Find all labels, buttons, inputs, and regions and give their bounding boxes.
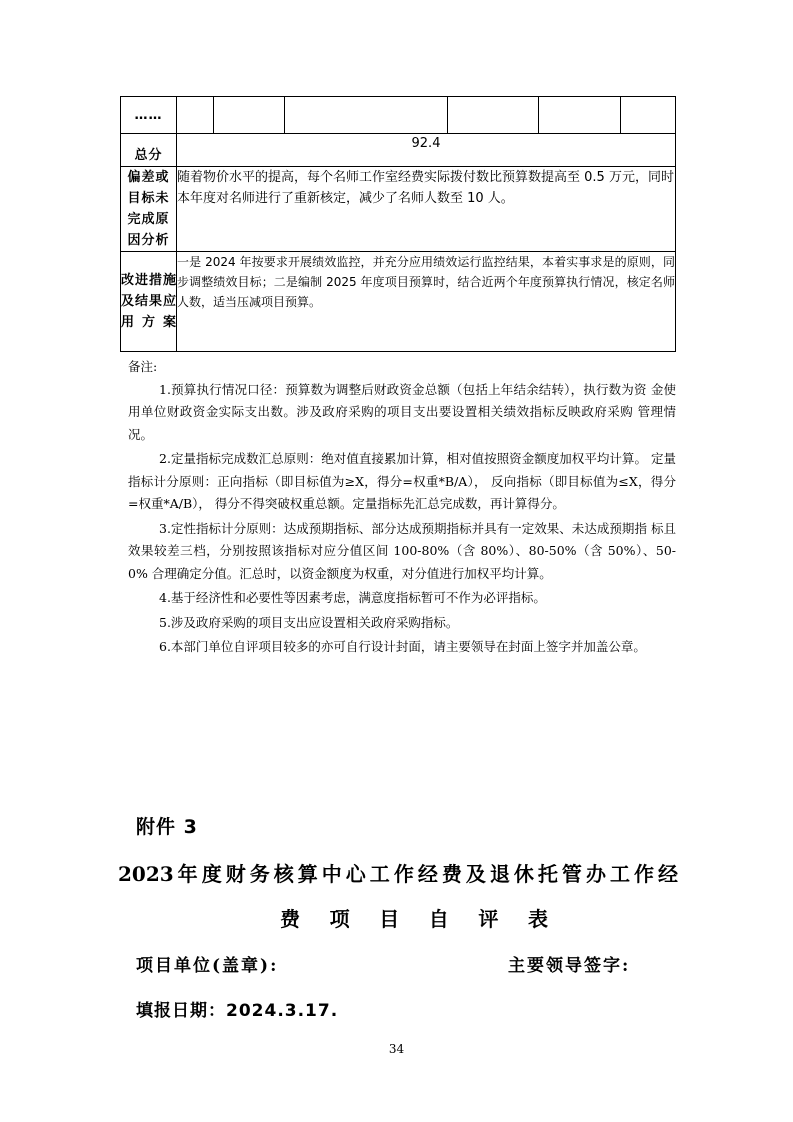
- ellipsis-label: ……: [121, 97, 177, 134]
- table-cell: [448, 97, 539, 134]
- note-item: 1.预算执行情况口径：预算数为调整后财政资金总额（包括上年结余结转），执行数为资 金使用单位财政资金实际支出数。涉及政府采购的项目支出要设置相关绩效指标反映政府采购 管理情况。: [128, 381, 676, 442]
- note-item: 2.定量指标完成数汇总原则：绝对值直接累加计算，相对值按照资金额度加权平均计算。 定量指标计分原则：正向指标（即目标值为≥X，得分=权重*B/A）， 反向指标（即目标值为≤X，得分=权重*A/B）， 得分不得突破权重总额。定量指标先汇总完成数，再计算得分。: [128, 451, 676, 511]
- table-row-deviation: [121, 167, 676, 252]
- note-item: 6.本部门单位自评项目较多的亦可自行设计封面，请主要领导在封面上签字并加盖公章。: [159, 639, 646, 654]
- total-label: 总分: [121, 134, 177, 167]
- table-cell: [621, 97, 676, 134]
- deviation-label: 偏差或目标未完成原因分析: [121, 167, 177, 252]
- improvement-label: 改进措施及结果应用方案: [121, 252, 177, 352]
- leader-signature-label: 主要领导签字:: [508, 956, 631, 976]
- evaluation-table: [120, 96, 676, 352]
- table-row-total: [121, 134, 676, 167]
- improvement-text: 一是 2024 年按要求开展绩效监控，并充分应用绩效运行监控结果，本着实事求是的原则，同步调整绩效目标；二是编制 2025 年度项目预算时，结合近两个年度预算执行情况，核定名师人数，适当压减项目预算。: [177, 252, 676, 352]
- table-row-improvement: [121, 252, 676, 352]
- attachment-title-line2: 费项目自评表: [280, 907, 548, 931]
- notes-heading: 备注:: [128, 359, 158, 374]
- attachment-title-line1: 2023年度财务核算中心工作经费及退休托管办工作经: [118, 862, 678, 886]
- note-item: 4.基于经济性和必要性等因素考虑，满意度指标暂可不作为必评指标。: [159, 590, 546, 605]
- total-score: 92.4: [177, 134, 676, 167]
- attachment-label: 附件 3: [136, 816, 198, 838]
- table-cell: [177, 97, 214, 134]
- table-cell: [539, 97, 621, 134]
- note-item: 3.定性指标计分原则：达成预期指标、部分达成预期指标并具有一定效果、未达成预期指 标且效果较差三档，分别按照该指标对应分值区间 100-80%（含 80%）、80-50%（含 50%）、50-0% 合理确定分值。汇总时，以资金额度为权重，对分值进行加权平均计算。: [128, 520, 676, 581]
- note-item: 5.涉及政府采购的项目支出应设置相关政府采购指标。: [159, 614, 459, 630]
- notes-section: [128, 356, 676, 661]
- deviation-text: 随着物价水平的提高，每个名师工作室经费实际拨付数比预算数提高至 0.5 万元，同时本年度对名师进行了重新核定，减少了名师人数至 10 人。: [177, 167, 676, 252]
- table-cell: [285, 97, 448, 134]
- page-number: 34: [388, 1042, 405, 1056]
- fill-date-label: 填报日期：2024.3.17.: [136, 1001, 339, 1021]
- table-cell: [214, 97, 285, 134]
- project-unit-label: 项目单位(盖章):: [136, 956, 279, 976]
- table-row-ellipsis: [121, 97, 676, 134]
